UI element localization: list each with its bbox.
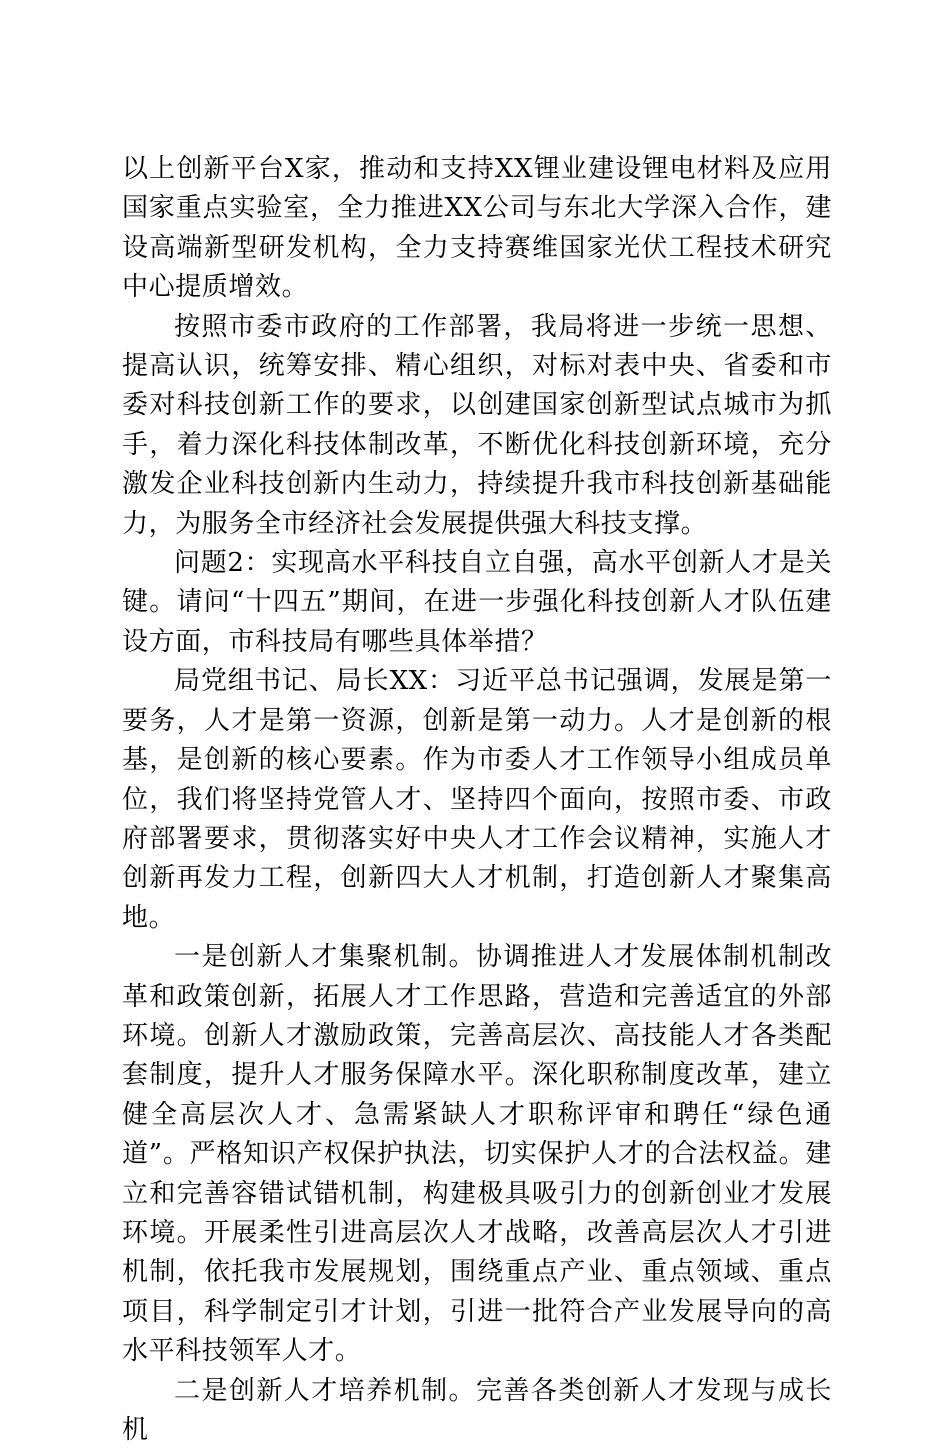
paragraph-1: 以上创新平台X家，推动和支持XX锂业建设锂电材料及应用国家重点实验室，全力推进XX公司与东北大学深入合作，建设高端新型研发机构，全力支持赛维国家光伏工程技术研究中心提质增效。 [122, 154, 832, 303]
paragraph-4-answer: 局党组书记、局长XX：习近平总书记强调，发展是第一要务，人才是第一资源，创新是第一动力。人才是创新的根基，是创新的核心要素。作为市委人才工作领导小组成员单位，我们将坚持党管人才、坚持四个面向，按照市委、市政府部署要求，贯彻落实好中央人才工作会议精神，实施人才创新再发力工程，创新四大人才机制，打造创新人才聚集高地。 [122, 666, 832, 933]
document-body [122, 150, 832, 1450]
paragraph-2: 按照市委市政府的工作部署，我局将进一步统一思想、提高认识，统筹安排、精心组织，对标对表中央、省委和市委对科技创新工作的要求，以创建国家创新型试点城市为抓手，着力深化科技体制改革，不断优化科技创新环境，充分激发企业科技创新内生动力，持续提升我市科技创新基础能力，为服务全市经济社会发展提供强大科技支撑。 [122, 311, 832, 539]
paragraph-5: 一是创新人才集聚机制。协调推进人才发展体制机制改革和政策创新，拓展人才工作思路，营造和完善适宜的外部环境。创新人才激励政策，完善高层次、高技能人才各类配套制度，提升人才服务保障水平。深化职称制度改革，建立健全高层次人才、急需紧缺人才职称评审和聘任“绿色通道”。严格知识产权保护执法，切实保护人才的合法权益。建立和完善容错试错机制，构建极具吸引力的创新创业才发展环境。开展柔性引进高层次人才战略，改善高层次人才引进机制，依托我市发展规划，围绕重点产业、重点领域、重点项目，科学制定引才计划，引进一批符合产业发展导向的高水平科技领军人才。 [122, 942, 832, 1367]
paragraph-3-question: 问题2：实现高水平科技自立自强，高水平创新人才是关键。请问“十四五”期间，在进一步强化科技创新人才队伍建设方面，市科技局有哪些具体举措？ [122, 548, 832, 657]
paragraph-6: 二是创新人才培养机制。完善各类创新人才发现与成长机 [122, 1375, 832, 1445]
